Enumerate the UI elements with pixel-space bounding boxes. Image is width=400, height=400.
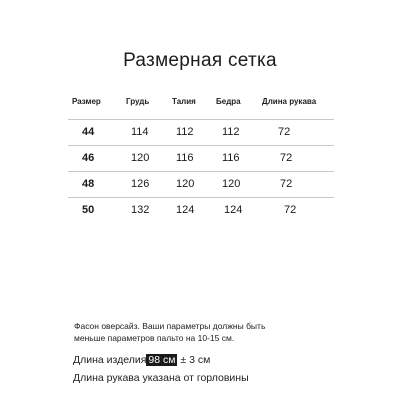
fit-note-line: меньше параметров пальто на 10-15 см. <box>74 333 235 343</box>
cell-sleeve-length: 72 <box>280 178 293 190</box>
cell-hips: 124 <box>224 204 243 216</box>
cell-chest: 120 <box>131 152 150 164</box>
cell-sleeve-length: 72 <box>278 126 291 138</box>
cell-waist: 124 <box>176 204 195 216</box>
fit-note-line: Фасон оверсайз. Ваши параметры должны быть <box>74 321 266 331</box>
table-row <box>68 145 334 171</box>
cell-waist: 120 <box>176 178 195 190</box>
cell-waist: 112 <box>176 126 194 138</box>
size-table <box>68 97 334 223</box>
page-title: Размерная сетка <box>123 50 277 71</box>
sleeve-note: Длина рукава указана от горловины <box>73 372 249 384</box>
table-row <box>68 171 334 197</box>
fit-note <box>74 320 374 344</box>
length-label: Длина изделия <box>73 354 147 366</box>
cell-chest: 132 <box>131 204 150 216</box>
table-header-row <box>68 97 334 119</box>
header-waist: Талия <box>172 97 196 106</box>
table-row <box>68 197 334 223</box>
header-sleeve-length: Длина рукава <box>262 97 317 106</box>
cell-hips: 112 <box>222 126 240 138</box>
length-value-highlight: 98 см <box>148 354 176 366</box>
length-tolerance: ± 3 см <box>180 354 211 366</box>
cell-chest: 126 <box>131 178 150 190</box>
cell-size: 50 <box>82 204 95 216</box>
cell-chest: 114 <box>131 126 149 138</box>
cell-size: 46 <box>82 152 95 164</box>
header-hips: Бедра <box>216 97 241 106</box>
table-row <box>68 119 334 145</box>
cell-sleeve-length: 72 <box>284 204 297 216</box>
cell-hips: 120 <box>222 178 241 190</box>
garment-length <box>73 354 210 366</box>
header-size: Размер <box>72 97 101 106</box>
cell-waist: 116 <box>176 152 194 164</box>
cell-size: 44 <box>82 126 95 138</box>
header-chest: Грудь <box>126 97 150 106</box>
cell-size: 48 <box>82 178 95 190</box>
cell-sleeve-length: 72 <box>280 152 293 164</box>
cell-hips: 116 <box>222 152 240 164</box>
